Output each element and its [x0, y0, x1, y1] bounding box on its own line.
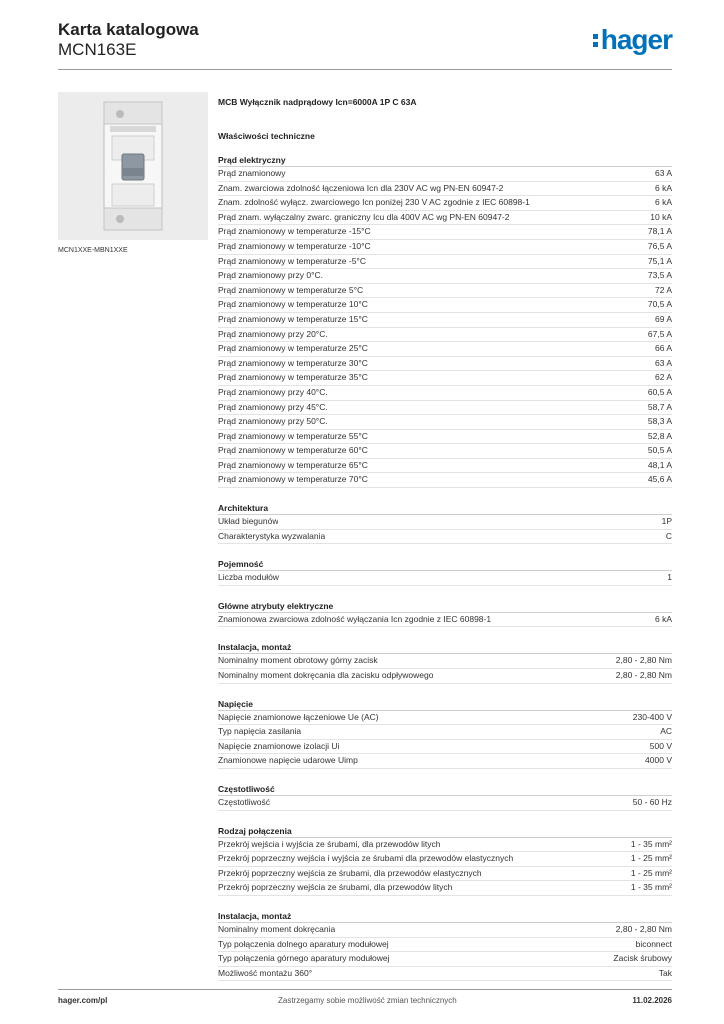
- spec-label: Prąd znamionowy przy 20°C.: [218, 328, 328, 339]
- spec-label: Częstotliwość: [218, 797, 270, 807]
- spec-value: 50,5 A: [647, 445, 672, 456]
- spec-section: [218, 641, 672, 683]
- header-divider: [58, 69, 672, 70]
- spec-value: 70,5 A: [647, 299, 672, 310]
- section-title: Rodzaj połączenia: [218, 825, 672, 838]
- spec-label: Przekrój poprzeczny wejścia ze śrubami, dla przewodów litych: [218, 882, 453, 893]
- spec-label: Prąd znamionowy w temperaturze 65°C: [218, 459, 368, 470]
- spec-label: Prąd znamionowy w temperaturze 30°C: [218, 357, 368, 368]
- spec-value: 73,5 A: [647, 270, 672, 281]
- document-title: Karta katalogowa: [58, 20, 199, 39]
- spec-row: [218, 473, 672, 488]
- section-title: Prąd elektryczny: [218, 154, 672, 167]
- spec-value: 2,80 - 2,80 Nm: [615, 655, 672, 666]
- spec-label: Znamionowa zwarciowa zdolność wyłączania Icn zgodnie z IEC 60898-1: [218, 613, 492, 624]
- spec-row: [218, 867, 672, 882]
- spec-row: [218, 938, 672, 953]
- spec-value: 500 V: [649, 740, 672, 751]
- footer-divider: [58, 989, 672, 990]
- spec-label: Prąd znamionowy przy 50°C.: [218, 416, 328, 427]
- spec-row: [218, 725, 672, 740]
- footer-date: 11.02.2026: [632, 996, 672, 1005]
- spec-value: 72 A: [654, 284, 672, 295]
- spec-label: Prąd znamionowy w temperaturze -10°C: [218, 240, 371, 251]
- spec-row: [218, 225, 672, 240]
- spec-label: Prąd znamionowy w temperaturze 60°C: [218, 445, 368, 456]
- spec-value: 66 A: [654, 343, 672, 354]
- spec-label: Znam. zwarciowa zdolność łączeniowa Icn dla 230V AC wg PN-EN 60947-2: [218, 182, 504, 193]
- product-name: MCB Wyłącznik nadprądowy Icn=6000A 1P C 63A: [218, 97, 417, 107]
- spec-value: C: [665, 530, 672, 541]
- spec-label: Prąd znamionowy przy 40°C.: [218, 386, 328, 397]
- spec-value: Tak: [658, 967, 672, 978]
- spec-label: Nominalny moment obrotowy górny zacisk: [218, 655, 378, 666]
- spec-row: [218, 255, 672, 270]
- spec-value: 6 kA: [654, 197, 672, 208]
- spec-label: Znamionowe napięcie udarowe Uimp: [218, 755, 358, 766]
- spec-value: 67,5 A: [647, 328, 672, 339]
- brand-name: hager: [600, 24, 672, 55]
- spec-section: [218, 910, 672, 981]
- spec-value: 6 kA: [654, 182, 672, 193]
- spec-row: [218, 430, 672, 445]
- spec-section: [218, 825, 672, 896]
- spec-row: [218, 328, 672, 343]
- spec-label: Nominalny moment dokręcania: [218, 923, 336, 934]
- section-title: Napięcie: [218, 698, 672, 711]
- spec-value: 6 kA: [654, 613, 672, 624]
- spec-row: [218, 754, 672, 769]
- spec-row: [218, 182, 672, 197]
- spec-label: Typ połączenia dolnego aparatury modułowej: [218, 938, 389, 949]
- spec-row: [218, 401, 672, 416]
- spec-value: 230-400 V: [632, 711, 672, 722]
- spec-label: Napięcie znamionowe izolacji Ui: [218, 740, 340, 751]
- spec-value: 2,80 - 2,80 Nm: [615, 670, 672, 681]
- spec-value: 62 A: [654, 372, 672, 383]
- section-title: Częstotliwość: [218, 783, 672, 796]
- spec-value: 48,1 A: [647, 459, 672, 470]
- spec-row: [218, 357, 672, 372]
- spec-row: [218, 313, 672, 328]
- spec-row: [218, 852, 672, 867]
- spec-row: [218, 515, 672, 530]
- spec-row: [218, 211, 672, 226]
- spec-value: 2,80 - 2,80 Nm: [615, 923, 672, 934]
- properties-title: Właściwości techniczne: [218, 131, 315, 141]
- spec-section: [218, 600, 672, 628]
- spec-row: [218, 284, 672, 299]
- spec-label: Liczba modułów: [218, 572, 279, 583]
- spec-value: 50 - 60 Hz: [632, 797, 672, 807]
- product-code: MCN163E: [58, 40, 137, 59]
- page-header: [58, 20, 672, 68]
- section-title: Pojemność: [218, 558, 672, 571]
- spec-section: [218, 698, 672, 769]
- spec-row: [218, 881, 672, 896]
- spec-value: 58,3 A: [647, 416, 672, 427]
- spec-sections: [218, 154, 672, 981]
- spec-row: [218, 167, 672, 182]
- spec-row: [218, 298, 672, 313]
- spec-value: 52,8 A: [647, 430, 672, 441]
- spec-label: Prąd znamionowy w temperaturze 5°C: [218, 284, 364, 295]
- spec-label: Układ biegunów: [218, 516, 279, 527]
- spec-label: Prąd znam. wyłączalny zwarc. graniczny Icu dla 400V AC wg PN-EN 60947-2: [218, 211, 510, 222]
- spec-section: [218, 558, 672, 586]
- spec-row: [218, 952, 672, 967]
- spec-row: [218, 711, 672, 726]
- spec-value: 76,5 A: [647, 240, 672, 251]
- spec-row: [218, 415, 672, 430]
- spec-row: [218, 196, 672, 211]
- section-title: Główne atrybuty elektryczne: [218, 600, 672, 613]
- spec-value: 1 - 35 mm²: [630, 882, 672, 893]
- spec-row: [218, 967, 672, 982]
- spec-value: 1 - 35 mm²: [630, 838, 672, 849]
- spec-value: 75,1 A: [647, 255, 672, 266]
- spec-label: Prąd znamionowy przy 45°C.: [218, 401, 328, 412]
- spec-value: 1 - 25 mm²: [630, 853, 672, 864]
- spec-row: [218, 371, 672, 386]
- spec-label: Prąd znamionowy: [218, 168, 286, 178]
- spec-label: Prąd znamionowy w temperaturze 55°C: [218, 430, 368, 441]
- spec-value: 63 A: [654, 168, 672, 178]
- spec-row: [218, 669, 672, 684]
- spec-label: Prąd znamionowy w temperaturze -5°C: [218, 255, 366, 266]
- spec-section: [218, 154, 672, 488]
- spec-section: [218, 783, 672, 811]
- spec-label: Znam. zdolność wyłącz. zwarciowego Icn poniżej 230 V AC zgodnie z IEC 60898-1: [218, 197, 530, 208]
- spec-label: Typ napięcia zasilania: [218, 726, 302, 737]
- spec-label: Prąd znamionowy w temperaturze 10°C: [218, 299, 368, 310]
- spec-value: 63 A: [654, 357, 672, 368]
- spec-label: Prąd znamionowy przy 0°C.: [218, 270, 323, 281]
- spec-row: [218, 838, 672, 853]
- image-caption: MCN1XXE-MBN1XXE: [58, 247, 128, 254]
- spec-value: 58,7 A: [647, 401, 672, 412]
- spec-value: AC: [660, 726, 672, 737]
- spec-row: [218, 386, 672, 401]
- spec-row: [218, 923, 672, 938]
- footer-website-link[interactable]: hager.com/pl: [58, 996, 108, 1005]
- spec-row: [218, 796, 672, 811]
- spec-label: Nominalny moment dokręcania dla zacisku odpływowego: [218, 670, 434, 681]
- spec-row: [218, 269, 672, 284]
- spec-label: Typ połączenia górnego aparatury modułowej: [218, 953, 390, 964]
- spec-value: 78,1 A: [647, 226, 672, 237]
- spec-label: Prąd znamionowy w temperaturze 70°C: [218, 474, 368, 485]
- product-image: [58, 92, 208, 240]
- section-title: Instalacja, montaż: [218, 910, 672, 923]
- spec-value: biconnect: [635, 938, 672, 949]
- spec-label: Prąd znamionowy w temperaturze 25°C: [218, 343, 368, 354]
- section-title: Architektura: [218, 502, 672, 515]
- brand-logo: [593, 24, 672, 56]
- spec-value: 1P: [661, 516, 672, 527]
- spec-label: Prąd znamionowy w temperaturze -15°C: [218, 226, 371, 237]
- spec-row: [218, 240, 672, 255]
- section-title: Instalacja, montaż: [218, 641, 672, 654]
- spec-label: Charakterystyka wyzwalania: [218, 530, 326, 541]
- spec-value: Zacisk śrubowy: [613, 953, 672, 964]
- spec-label: Przekrój poprzeczny wejścia ze śrubami, dla przewodów elastycznych: [218, 867, 482, 878]
- spec-label: Napięcie znamionowe łączeniowe Ue (AC): [218, 711, 379, 722]
- spec-label: Możliwość montażu 360°: [218, 967, 313, 978]
- spec-label: Prąd znamionowy w temperaturze 15°C: [218, 313, 368, 324]
- spec-label: Przekrój poprzeczny wejścia i wyjścia ze śrubami dla przewodów elastycznych: [218, 853, 514, 864]
- spec-row: [218, 613, 672, 628]
- spec-value: 10 kA: [650, 211, 672, 222]
- spec-value: 4000 V: [645, 755, 672, 766]
- spec-row: [218, 459, 672, 474]
- spec-value: 60,5 A: [647, 386, 672, 397]
- spec-row: [218, 571, 672, 586]
- spec-row: [218, 654, 672, 669]
- spec-row: [218, 342, 672, 357]
- spec-label: Przekrój wejścia i wyjścia ze śrubami, dla przewodów litych: [218, 838, 441, 849]
- spec-value: 69 A: [654, 313, 672, 324]
- logo-dots-icon: [593, 24, 599, 56]
- spec-value: 1: [667, 572, 672, 583]
- spec-row: [218, 530, 672, 545]
- spec-section: [218, 502, 672, 544]
- spec-value: 1 - 25 mm²: [630, 867, 672, 878]
- spec-row: [218, 740, 672, 755]
- spec-label: Prąd znamionowy w temperaturze 35°C: [218, 372, 368, 383]
- footer-disclaimer: Zastrzegamy sobie możliwość zmian technicznych: [278, 996, 457, 1005]
- spec-content: [218, 96, 672, 981]
- spec-value: 45,6 A: [647, 474, 672, 485]
- spec-row: [218, 444, 672, 459]
